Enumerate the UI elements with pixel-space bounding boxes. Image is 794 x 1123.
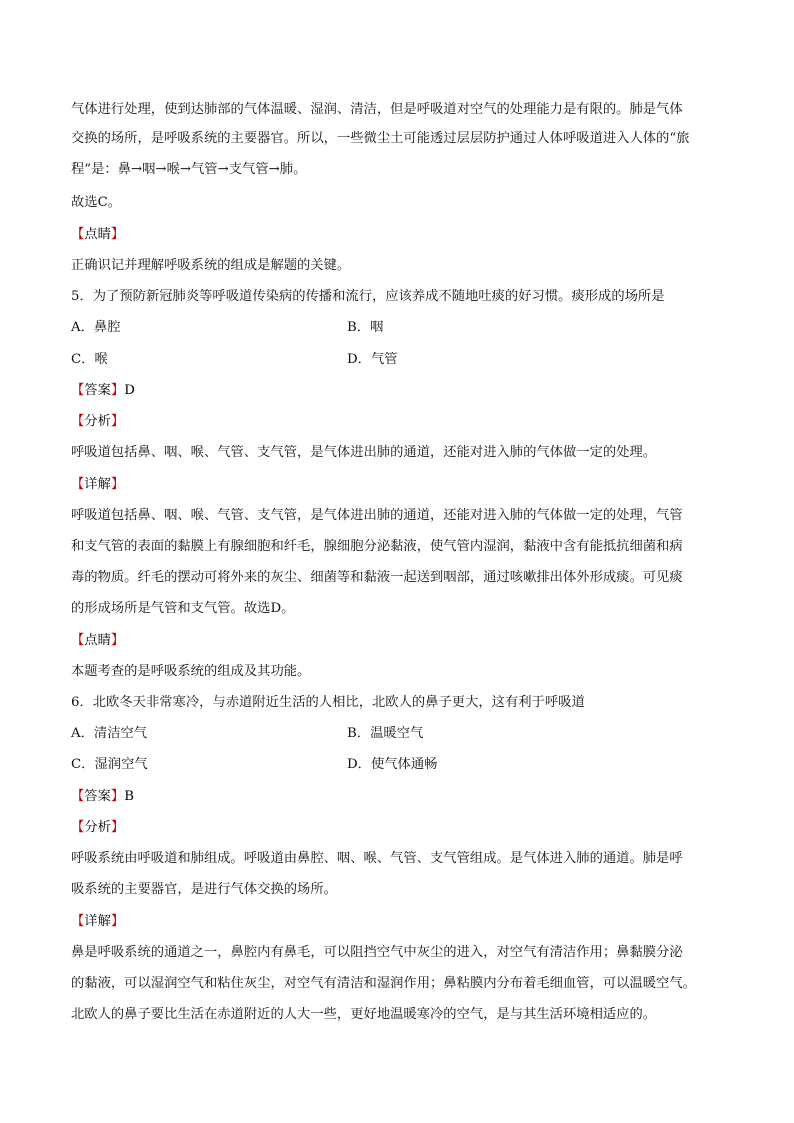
q6-detail-line-3: 北欧人的鼻子要比生活在赤道附近的人大一些，更好地温暖寒冷的空气，是与其生活环境相适应的。	[71, 1007, 657, 1022]
q5-comment-label: 点睛	[84, 633, 111, 648]
q6-answer-value: B	[124, 789, 134, 804]
q5-analysis-heading: 【分析】	[71, 414, 125, 429]
q6-option-d: D．使气体通畅	[347, 757, 438, 772]
q4-comment-label: 点睛	[84, 227, 111, 242]
q5-option-c: C．喉	[71, 352, 108, 367]
q6-detail-line-1: 鼻是呼吸系统的通道之一，鼻腔内有鼻毛，可以阻挡空气中灰尘的进入，对空气有清洁作用；鼻黏膜分泌	[71, 945, 683, 960]
q5-detail-line-2: 和支气管的表面的黏膜上有腺细胞和纤毛，腺细胞分泌黏液，使气管内湿润，黏液中含有能抵抗细菌和病	[71, 539, 683, 554]
q5-option-d: D．气管	[347, 352, 398, 367]
q6-analysis-line-2: 吸系统的主要器官，是进行气体交换的场所。	[71, 882, 337, 897]
q5-comment-heading: 【点睛】	[71, 633, 125, 648]
q6-option-c: C．湿润空气	[71, 757, 148, 772]
q5-option-a: A．鼻腔	[71, 320, 121, 335]
q5-option-b: B．咽	[347, 320, 384, 335]
q4-comment: 正确识记并理解呼吸系统的组成是解题的关键。	[71, 258, 351, 273]
q5-analysis-label: 分析	[84, 414, 111, 429]
q4-comment-heading: 【点睛】	[71, 227, 125, 242]
q5-detail-line-3: 毒的物质。纤毛的摆动可将外来的灰尘、细菌等和黏液一起送到咽部，通过咳嗽排出体外形成痰。可见痰	[71, 570, 683, 585]
q6-answer-label: 答案	[84, 789, 111, 804]
q5-analysis: 呼吸道包括鼻、咽、喉、气管、支气管，是气体进出肺的通道，还能对进入肺的气体做一定的处理。	[71, 445, 657, 460]
q6-analysis-label: 分析	[84, 820, 111, 835]
q6-answer: 【答案】B	[71, 789, 134, 804]
q6-analysis-heading: 【分析】	[71, 820, 125, 835]
q6-option-b: B．温暖空气	[347, 726, 424, 741]
q4-conclusion: 故选C。	[71, 195, 122, 210]
q6-detail-line-2: 的黏液，可以湿润空气和粘住灰尘，对空气有清洁和湿润作用；鼻粘膜内分布着毛细血管，可以温暖空气。	[71, 976, 696, 991]
q5-detail-line-1: 呼吸道包括鼻、咽、喉、气管、支气管，是气体进出肺的通道，还能对进入肺的气体做一定的处理，气管	[71, 508, 683, 523]
q6-option-a: A．清洁空气	[71, 726, 148, 741]
q5-detail-label: 详解	[84, 477, 111, 492]
q6-question: 6．北欧冬天非常寒冷，与赤道附近生活的人相比，北欧人的鼻子更大，这有利于呼吸道	[71, 695, 585, 710]
q4-explain-line-2: 交换的场所，是呼吸系统的主要器官。所以，一些微尘土可能透过层层防护通过人体呼吸道进入人体的“旅	[71, 131, 690, 146]
q6-analysis-line-1: 呼吸系统由呼吸道和肺组成。呼吸道由鼻腔、咽、喉、气管、支气管组成。是气体进入肺的通道。肺是呼	[71, 851, 683, 866]
q5-detail-heading: 【详解】	[71, 477, 125, 492]
q5-answer-label: 答案	[84, 383, 111, 398]
q4-explain-line-1: 气体进行处理，使到达肺部的气体温暖、湿润、清洁，但是呼吸道对空气的处理能力是有限的。肺是气体	[71, 102, 683, 117]
q5-answer: 【答案】D	[71, 383, 135, 398]
q5-question: 5．为了预防新冠肺炎等呼吸道传染病的传播和流行，应该养成不随地吐痰的好习惯。痰形成的场所是	[71, 289, 665, 304]
q5-detail-line-4: 的形成场所是气管和支气管。故选D。	[71, 601, 295, 616]
q4-explain-line-3: 程”是：鼻→咽→喉→气管→支气管→肺。	[71, 162, 307, 177]
q5-comment: 本题考查的是呼吸系统的组成及其功能。	[71, 664, 311, 679]
q5-answer-value: D	[124, 383, 135, 398]
q6-detail-label: 详解	[84, 914, 111, 929]
q6-detail-heading: 【详解】	[71, 914, 125, 929]
